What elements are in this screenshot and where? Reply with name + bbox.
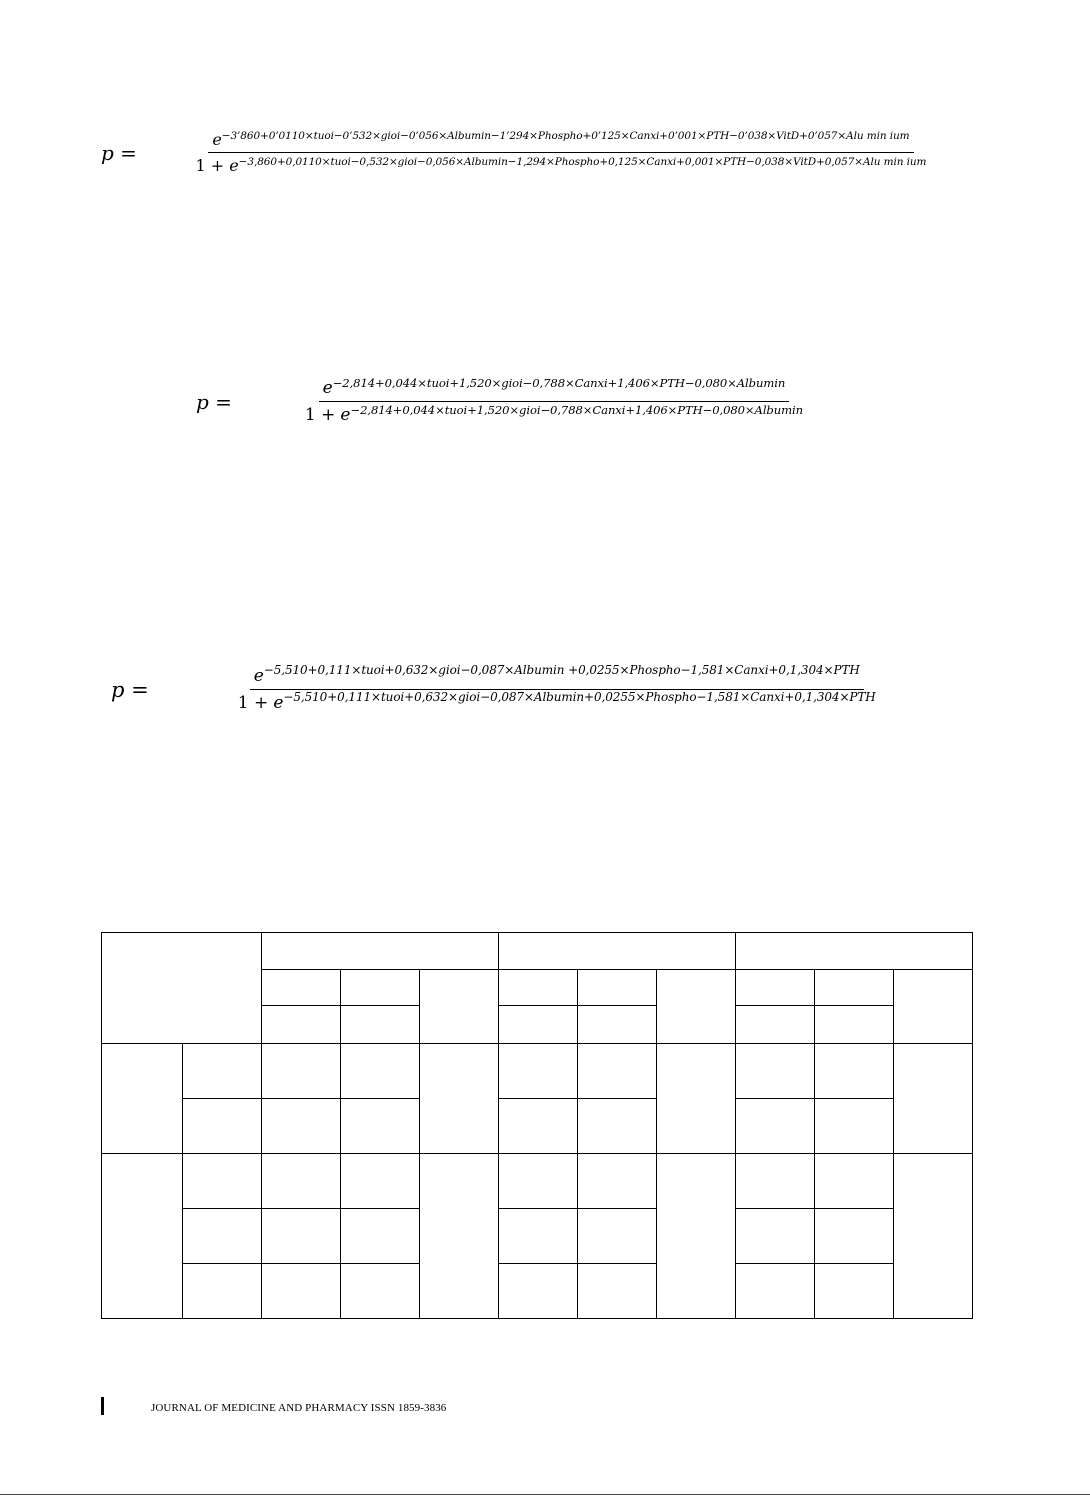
formula-numerator — [208, 130, 913, 153]
exponential-base: e — [212, 130, 222, 149]
footer-marker — [101, 1397, 104, 1415]
table-cell — [657, 970, 736, 1044]
formula-lhs: p = — [196, 389, 232, 414]
table-cell — [499, 970, 578, 1006]
table-cell — [183, 1099, 262, 1154]
formula-denominator — [191, 153, 930, 175]
formula-fraction — [240, 375, 868, 425]
table-cell — [578, 1209, 657, 1264]
denominator-prefix: 1 + — [195, 156, 225, 175]
table-cell — [102, 1044, 183, 1154]
denominator-prefix: 1 + — [304, 405, 336, 425]
formula-denominator — [301, 402, 807, 425]
exponential-base: e — [340, 405, 351, 425]
page-bottom-rule — [0, 1494, 1090, 1495]
table-row — [102, 1154, 973, 1209]
table-group-header — [262, 933, 499, 970]
table-cell — [420, 1154, 499, 1319]
table-cell — [736, 1044, 815, 1099]
table-cell — [736, 1006, 815, 1044]
table-cell — [341, 1099, 420, 1154]
exponential-base: e — [273, 693, 284, 713]
table-cell — [183, 1044, 262, 1099]
table-row — [102, 1209, 973, 1264]
table-cell — [736, 1264, 815, 1319]
table-cell — [341, 1006, 420, 1044]
table-cell — [736, 1154, 815, 1209]
table-cell — [657, 1044, 736, 1154]
table-cell — [736, 1099, 815, 1154]
table-cell — [499, 1209, 578, 1264]
formula-numerator — [319, 375, 790, 402]
exponential-base: e — [253, 666, 264, 686]
table-cell — [657, 1154, 736, 1319]
table-row — [102, 1044, 973, 1099]
table-cell — [262, 1264, 341, 1319]
table-cell — [499, 1006, 578, 1044]
formula-numerator — [250, 663, 864, 690]
journal-footer: JOURNAL OF MEDICINE AND PHARMACY ISSN 1859-3836 — [151, 1402, 447, 1414]
table-cell — [815, 1099, 894, 1154]
table-row — [102, 1099, 973, 1154]
table-cell — [894, 1044, 973, 1154]
exponential-base: e — [322, 378, 333, 398]
table-group-header — [736, 933, 973, 970]
table-cell — [578, 970, 657, 1006]
table-cell — [736, 1209, 815, 1264]
table-cell — [341, 970, 420, 1006]
table-cell — [262, 1044, 341, 1099]
table-cell — [815, 1044, 894, 1099]
table-cell — [578, 1154, 657, 1209]
table-cell — [420, 1044, 499, 1154]
formula-1 — [101, 130, 977, 175]
table-cell — [736, 970, 815, 1006]
formula-lhs: p = — [101, 140, 137, 165]
numerator-exponent: −2,814+0,044×tuoi+1,520×gioi−0,788×Canxi+1,406×PTH−0,080×Albumin — [332, 375, 786, 390]
denominator-exponent: −3,860+0,0110×tuoi−0,532×gioi−0,056×Albumin−1,294×Phospho+0,125×Canxi+0,001×PTH−0,038×VitD+0,057×Alu min ium — [238, 156, 927, 169]
table-cell — [262, 1209, 341, 1264]
formula-denominator — [234, 690, 880, 713]
denominator-prefix: 1 + — [237, 693, 269, 713]
table-corner-cell — [102, 933, 262, 1044]
table-cell — [183, 1209, 262, 1264]
table-cell — [499, 1044, 578, 1099]
denominator-exponent: −5,510+0,111×tuoi+0,632×gioi−0,087×Albumin+0,0255×Phospho−1,581×Canxi+0,1,304×PTH — [283, 690, 876, 705]
table-cell — [499, 1154, 578, 1209]
numerator-exponent: −3’860+0’0110×tuoi−0’532×gioi−0’056×Albumin−1’294×Phospho+0’125×Canxi+0’001×PTH−0’038×VitD+0’057×Alu min ium — [221, 130, 910, 143]
table-cell — [815, 1006, 894, 1044]
table-cell — [894, 970, 973, 1044]
table-cell — [578, 1044, 657, 1099]
table-cell — [341, 1154, 420, 1209]
table-cell — [815, 1264, 894, 1319]
table-cell — [341, 1044, 420, 1099]
formula-2 — [196, 375, 868, 425]
table-cell — [262, 970, 341, 1006]
table-cell — [183, 1264, 262, 1319]
table-header-row — [102, 933, 973, 970]
formula-3 — [111, 663, 957, 713]
numerator-exponent: −5,510+0,111×tuoi+0,632×gioi−0,087×Albumin +0,0255×Phospho−1,581×Canxi+0,1,304×PTH — [263, 663, 860, 678]
formula-lhs: p = — [111, 677, 149, 702]
table-cell — [341, 1264, 420, 1319]
table-cell — [262, 1006, 341, 1044]
formula-fraction — [157, 663, 957, 713]
table-cell — [341, 1209, 420, 1264]
table-row — [102, 1264, 973, 1319]
table-cell — [262, 1154, 341, 1209]
table-cell — [183, 1154, 262, 1209]
formula-fraction — [145, 130, 977, 175]
table-cell — [815, 1154, 894, 1209]
denominator-exponent: −2,814+0,044×tuoi+1,520×gioi−0,788×Canxi+1,406×PTH−0,080×Albumin — [350, 402, 803, 417]
table-cell — [894, 1154, 973, 1319]
table-cell — [815, 1209, 894, 1264]
table-cell — [420, 970, 499, 1044]
table-cell — [499, 1099, 578, 1154]
table-cell — [499, 1264, 578, 1319]
exponential-base: e — [229, 156, 239, 175]
table-cell — [578, 1264, 657, 1319]
table-cell — [815, 970, 894, 1006]
table-group-header — [499, 933, 736, 970]
table-cell — [578, 1006, 657, 1044]
table-cell — [102, 1154, 183, 1319]
table-cell — [578, 1099, 657, 1154]
results-table — [101, 932, 973, 1319]
table-cell — [262, 1099, 341, 1154]
